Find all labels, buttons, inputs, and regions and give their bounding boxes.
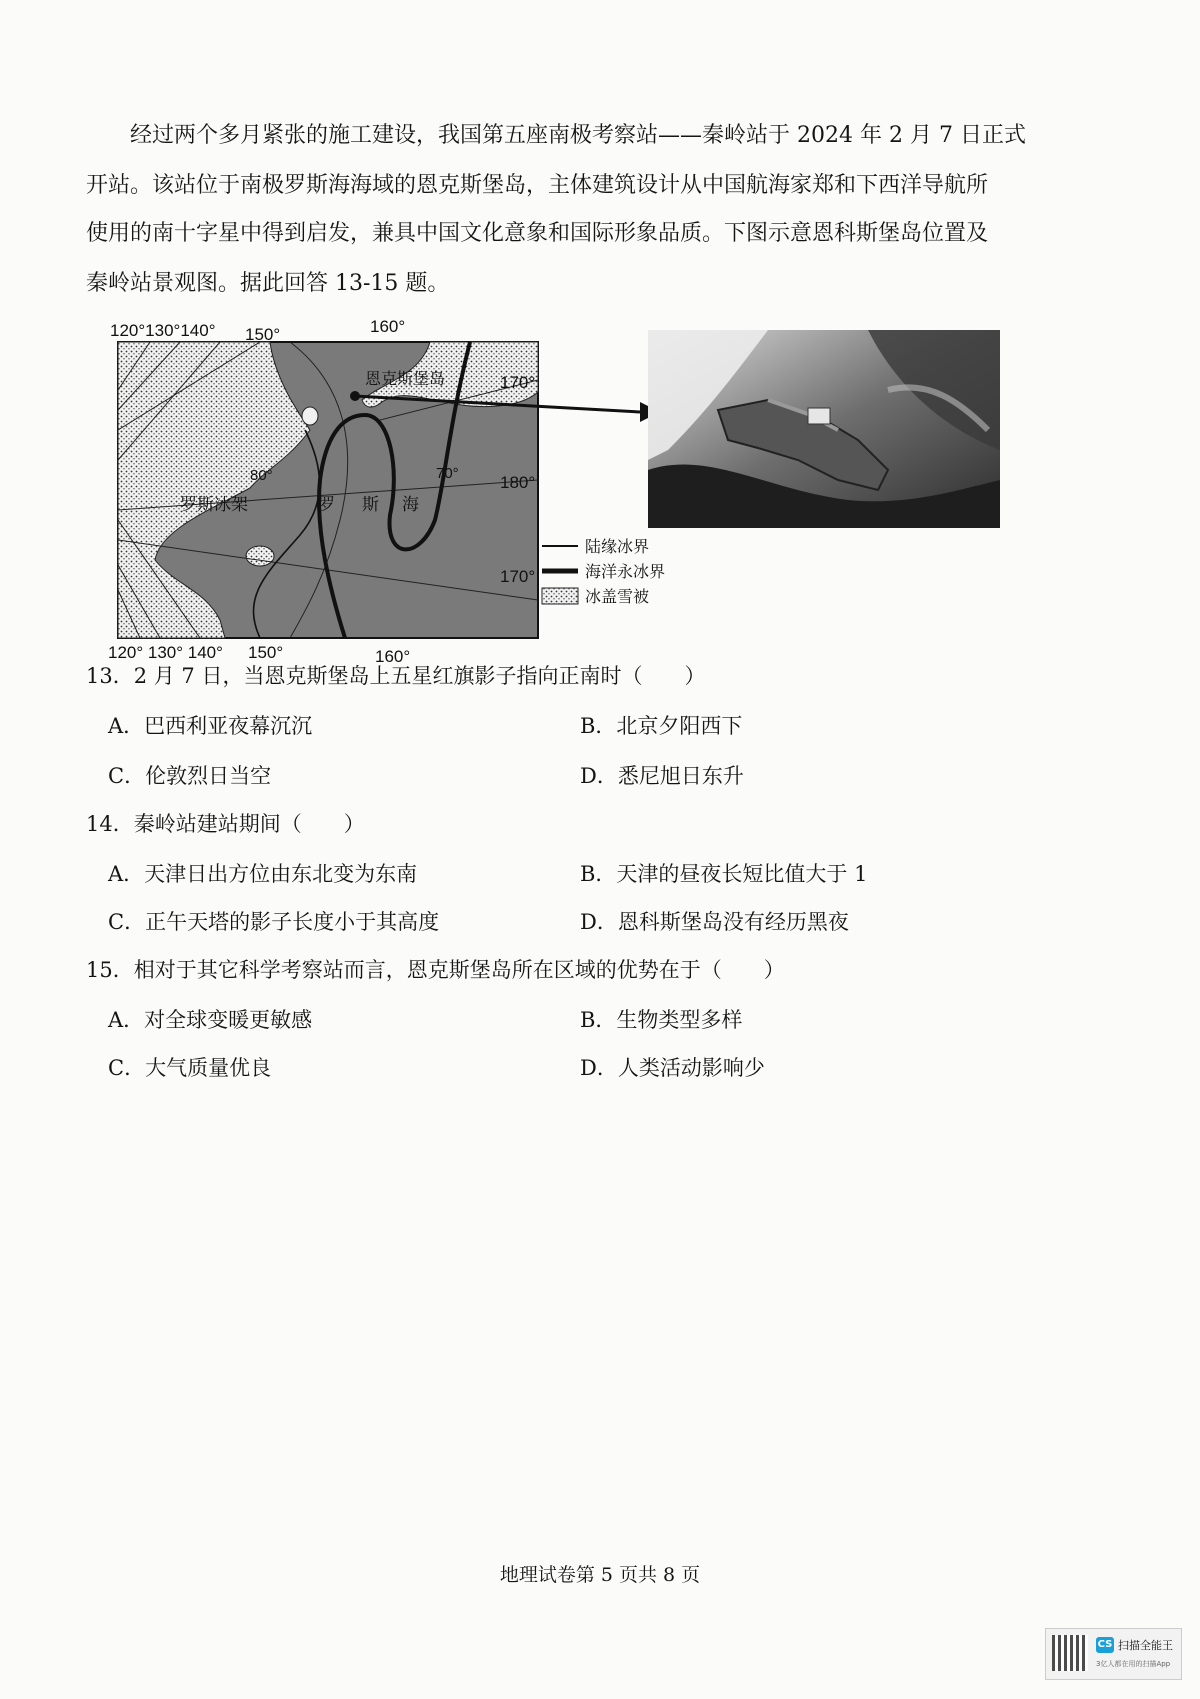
scanner-subtitle: 3亿人都在用的扫描App	[1096, 1660, 1171, 1668]
q13-option-a: A．巴西利亚夜幕沉沉	[108, 714, 313, 738]
scanner-logo: CS	[1096, 1637, 1114, 1653]
contour-label-70: 70°	[436, 465, 459, 482]
passage-line-2: 开站。该站位于南极罗斯海海域的恩克斯堡岛，主体建筑设计从中国航海家郑和下西洋导航所	[86, 173, 989, 198]
q14-option-a: A．天津日出方位由东北变为东南	[108, 862, 418, 886]
map-legend	[542, 537, 665, 606]
island-label: 恩克斯堡岛	[365, 371, 446, 388]
question-15-stem: 15．相对于其它科学考察站而言，恩克斯堡岛所在区域的优势在于（ ）	[86, 958, 785, 982]
island-small	[302, 407, 318, 425]
q15-option-a: A．对全球变暖更敏感	[108, 1008, 313, 1032]
sea-label-3: 海	[402, 495, 419, 514]
right-label-1: 170°	[500, 373, 536, 392]
top-label-1: 120°130°140°	[110, 321, 216, 340]
scanner-title: 扫描全能王	[1118, 1639, 1173, 1652]
qr-code-icon	[1052, 1635, 1088, 1671]
right-label-2: 180°	[500, 473, 536, 492]
q13-option-c: C．伦敦烈日当空	[108, 764, 272, 788]
sea-label-1: 罗	[318, 495, 335, 514]
q13-option-d: D．悉尼旭日东升	[580, 764, 744, 788]
qinling-station-photo	[648, 330, 1000, 528]
contour-label-80: 80°	[250, 467, 273, 484]
q15-option-b: B．生物类型多样	[580, 1008, 743, 1032]
bottom-label-1: 120° 130° 140°	[108, 643, 223, 662]
right-label-3: 170°	[500, 567, 536, 586]
question-13-stem: 13．2 月 7 日，当恩克斯堡岛上五星红旗影子指向正南时（ ）	[86, 664, 706, 688]
bottom-label-3: 160°	[375, 647, 411, 666]
q14-option-b: B．天津的昼夜长短比值大于 1	[580, 862, 868, 886]
top-label-2: 150°	[245, 325, 281, 344]
page-footer: 地理试卷第 5 页共 8 页	[499, 1564, 701, 1586]
q14-option-d: D．恩科斯堡岛没有经历黑夜	[580, 910, 849, 934]
island-patch	[246, 546, 274, 566]
q14-option-c: C．正午天塔的影子长度小于其高度	[108, 910, 440, 934]
q15-option-d: D．人类活动影响少	[580, 1056, 765, 1080]
ross-sea-map	[100, 320, 700, 700]
passage-line-3: 使用的南十字星中得到启发，兼具中国文化意象和国际形象品质。下图示意恩科斯堡岛位置及	[86, 221, 989, 246]
passage-line-1: 经过两个多月紧张的施工建设，我国第五座南极考察站——秦岭站于 2024 年 2 月 7 日正式	[130, 123, 1026, 148]
question-14-stem: 14．秦岭站建站期间（ ）	[86, 812, 365, 836]
sea-label-2: 斯	[362, 495, 379, 514]
q13-option-b: B．北京夕阳西下	[580, 714, 743, 738]
legend-ice-cover: 冰盖雪被	[585, 587, 650, 606]
bottom-label-2: 150°	[248, 643, 284, 662]
ice-shelf-label: 罗斯冰架	[180, 495, 248, 514]
passage-line-4: 秦岭站景观图。据此回答 13-15 题。	[86, 271, 450, 296]
q15-option-c: C．大气质量优良	[108, 1056, 272, 1080]
top-label-3: 160°	[370, 320, 406, 336]
legend-sea-ice: 海洋永冰界	[585, 562, 666, 581]
scanner-badge	[1045, 1628, 1182, 1680]
legend-land-ice: 陆缘冰界	[585, 537, 650, 556]
